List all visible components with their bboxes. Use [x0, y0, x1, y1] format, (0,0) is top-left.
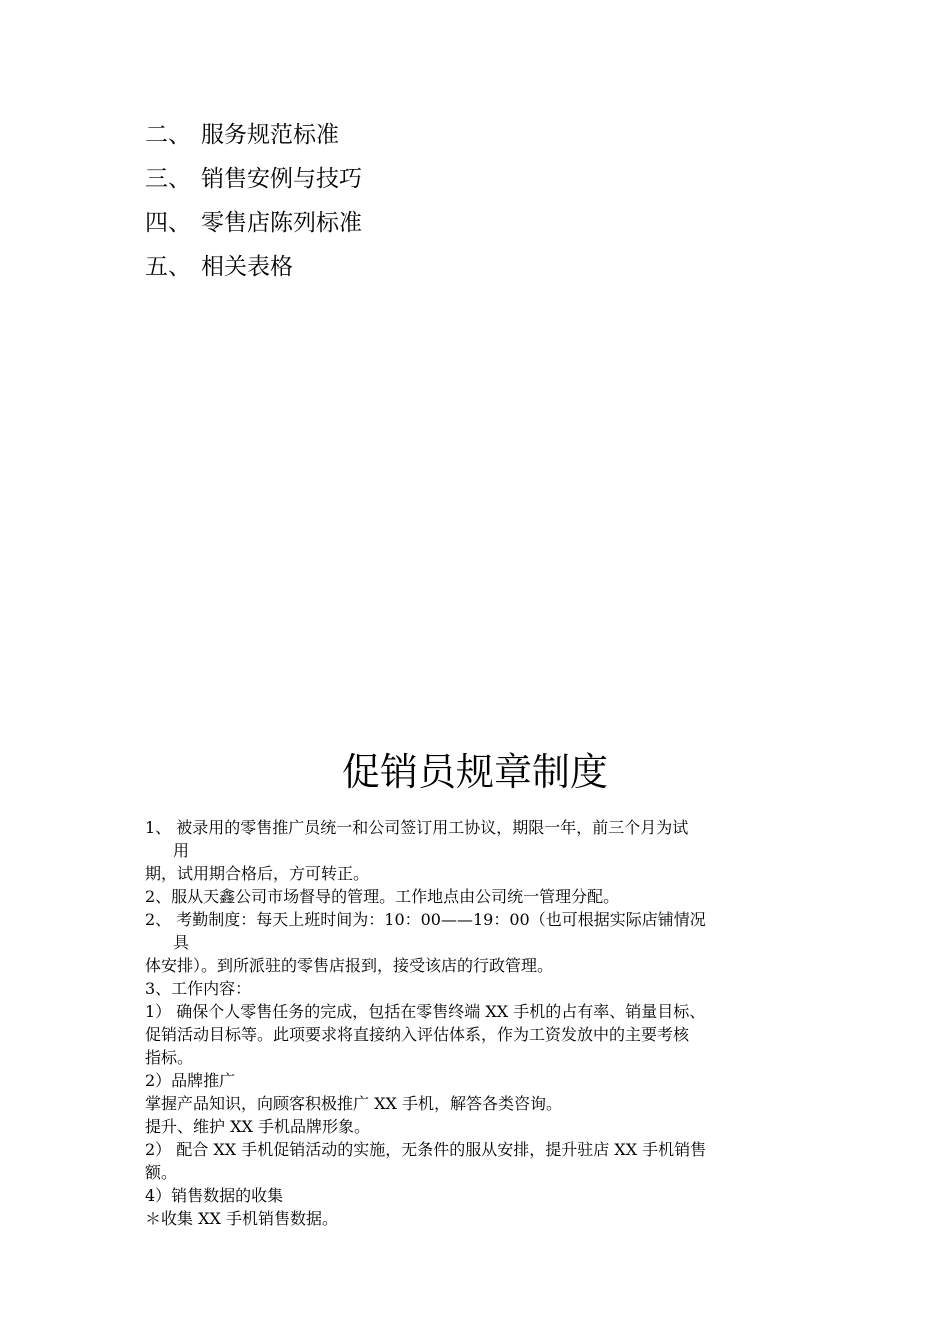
toc-item-label: 相关表格 [201, 254, 293, 280]
toc-item-label: 销售安例与技巧 [201, 166, 362, 192]
body-line: 体安排）。到所派驻的零售店报到，接受该店的行政管理。 [145, 956, 554, 975]
body-line: 期，试用期合格后，方可转正。 [145, 864, 370, 883]
toc-item-label: 服务规范标准 [201, 122, 339, 148]
body-line: 提升、维护 XX 手机品牌形象。 [145, 1117, 370, 1136]
document-body [145, 816, 810, 1230]
toc-item-number: 四、 [145, 210, 191, 236]
body-line: 指标。 [145, 1048, 194, 1067]
body-line: 具 [173, 933, 190, 952]
body-line: 2、服从天鑫公司市场督导的管理。工作地点由公司统一管理分配。 [145, 887, 620, 906]
body-line: 3、工作内容： [145, 979, 252, 998]
toc-item [145, 157, 362, 201]
body-line: 1） 确保个人零售任务的完成，包括在零售终端 XX 手机的占有率、销量目标、 [145, 1002, 706, 1021]
body-line: ＊收集 XX 手机销售数据。 [145, 1209, 338, 1228]
body-line: 额。 [145, 1163, 178, 1182]
toc-item-number: 三、 [145, 166, 191, 192]
body-line: 1、 被录用的零售推广员统一和公司签订用工协议，期限一年，前三个月为试 [145, 818, 689, 837]
body-line: 2）品牌推广 [145, 1071, 236, 1090]
toc-item-number: 五、 [145, 254, 191, 280]
body-line: 掌握产品知识，向顾客积极推广 XX 手机，解答各类咨询。 [145, 1094, 562, 1113]
toc-item [145, 245, 362, 289]
body-line: 2） 配合 XX 手机促销活动的实施，无条件的服从安排，提升驻店 XX 手机销售 [145, 1140, 707, 1159]
toc-item [145, 113, 362, 157]
document-title: 促销员规章制度 [341, 750, 608, 794]
body-line: 2、 考勤制度：每天上班时间为：10：00——19：00（也可根据实际店铺情况 [145, 910, 706, 929]
body-line: 4）销售数据的收集 [145, 1186, 284, 1205]
table-of-contents [145, 113, 362, 289]
body-line: 用 [173, 841, 190, 860]
toc-item [145, 201, 362, 245]
toc-item-number: 二、 [145, 122, 191, 148]
toc-item-label: 零售店陈列标准 [201, 210, 362, 236]
body-line: 促销活动目标等。此项要求将直接纳入评估体系，作为工资发放中的主要考核 [145, 1025, 690, 1044]
